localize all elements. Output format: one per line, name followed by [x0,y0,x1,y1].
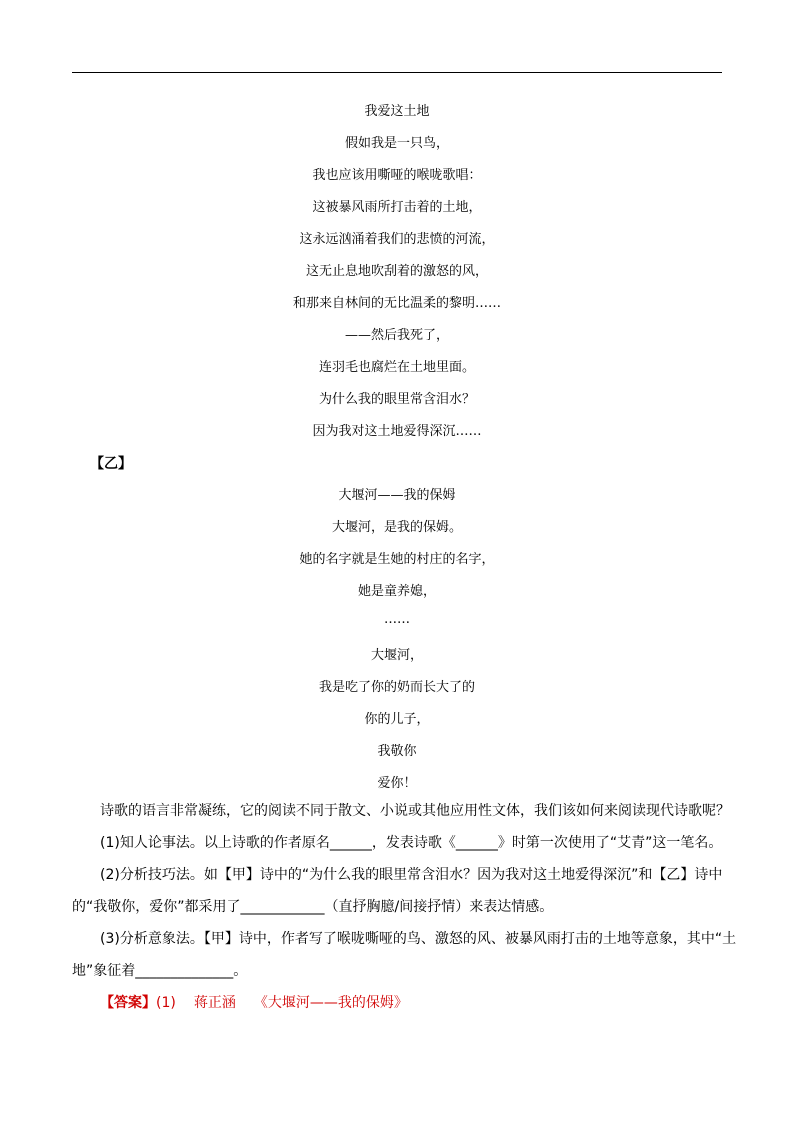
poem-title: 大堰河——我的保姆 [338,488,456,503]
answer-label: 【答案】 [100,995,156,1011]
poem-line: 她的名字就是生她的村庄的名字， [299,552,495,567]
question-intro: 诗歌的语言非常凝练，它的阅读不同于散文、小说或其他应用性文体，我们该如何来阅读现代诗歌呢？ [100,803,730,819]
poem-line: 我也应该用嘶哑的喉咙歌唱： [312,168,482,183]
poem-line: 她是童养媳， [357,584,436,599]
poem-line: 我敬你 [377,744,417,759]
answer-number: (1) [156,995,176,1011]
poem-line: 大堰河， [370,648,423,663]
poem-line: 这永远汹涌着我们的悲愤的河流， [299,232,495,247]
poem-line: 大堰河，是我的保姆。 [331,520,462,535]
poem-line: 我是吃了你的奶而长大了的 [318,680,475,695]
poem-line: 为什么我的眼里常含泪水？ [318,392,475,407]
answer-line [100,994,408,1012]
poem-line: 爱你！ [377,776,417,791]
poem-line: 假如我是一只鸟， [344,136,449,151]
poem-line: 这被暴风雨所打击着的土地， [312,200,482,215]
question-3-line-1: (3)分析意象法。【甲】诗中，作者写了喉咙嘶哑的鸟、激怒的风、被暴风雨打击的土地等意象，其中“土 [100,931,737,947]
section-label-yi: 【乙】 [90,456,132,472]
question-2-line-2: 的“我敬你，爱你”都采用了____________（直抒胸臆/间接抒情）来表达情感。 [72,899,554,915]
answer-value-1: 蒋正涵 [193,995,236,1011]
poem-line: 这无止息地吹刮着的激怒的风， [305,264,488,279]
header-rule [72,72,722,73]
poem-line: ——然后我死了， [344,328,449,343]
poem-title: 我爱这土地 [364,104,430,119]
question-3-line-2: 地”象征着______________。 [72,963,248,979]
poem-line: 连羽毛也腐烂在土地里面。 [318,360,475,375]
poem-line: 你的儿子， [364,712,430,727]
poem-line: 和那来自林间的无比温柔的黎明…… [292,296,501,311]
answer-value-2: 《大堰河——我的保姆》 [253,995,408,1011]
question-2-line-1: (2)分析技巧法。如【甲】诗中的“为什么我的眼里常含泪水？因为我对这土地爱得深沉”和【乙】诗中 [100,867,723,883]
poem-ellipsis: …… [384,612,410,627]
question-1: (1)知人论事法。以上诗歌的作者原名______，发表诗歌《______》时第一次使用了“艾青”这一笔名。 [100,835,723,851]
poem-line: 因为我对这土地爱得深沉…… [312,424,482,439]
